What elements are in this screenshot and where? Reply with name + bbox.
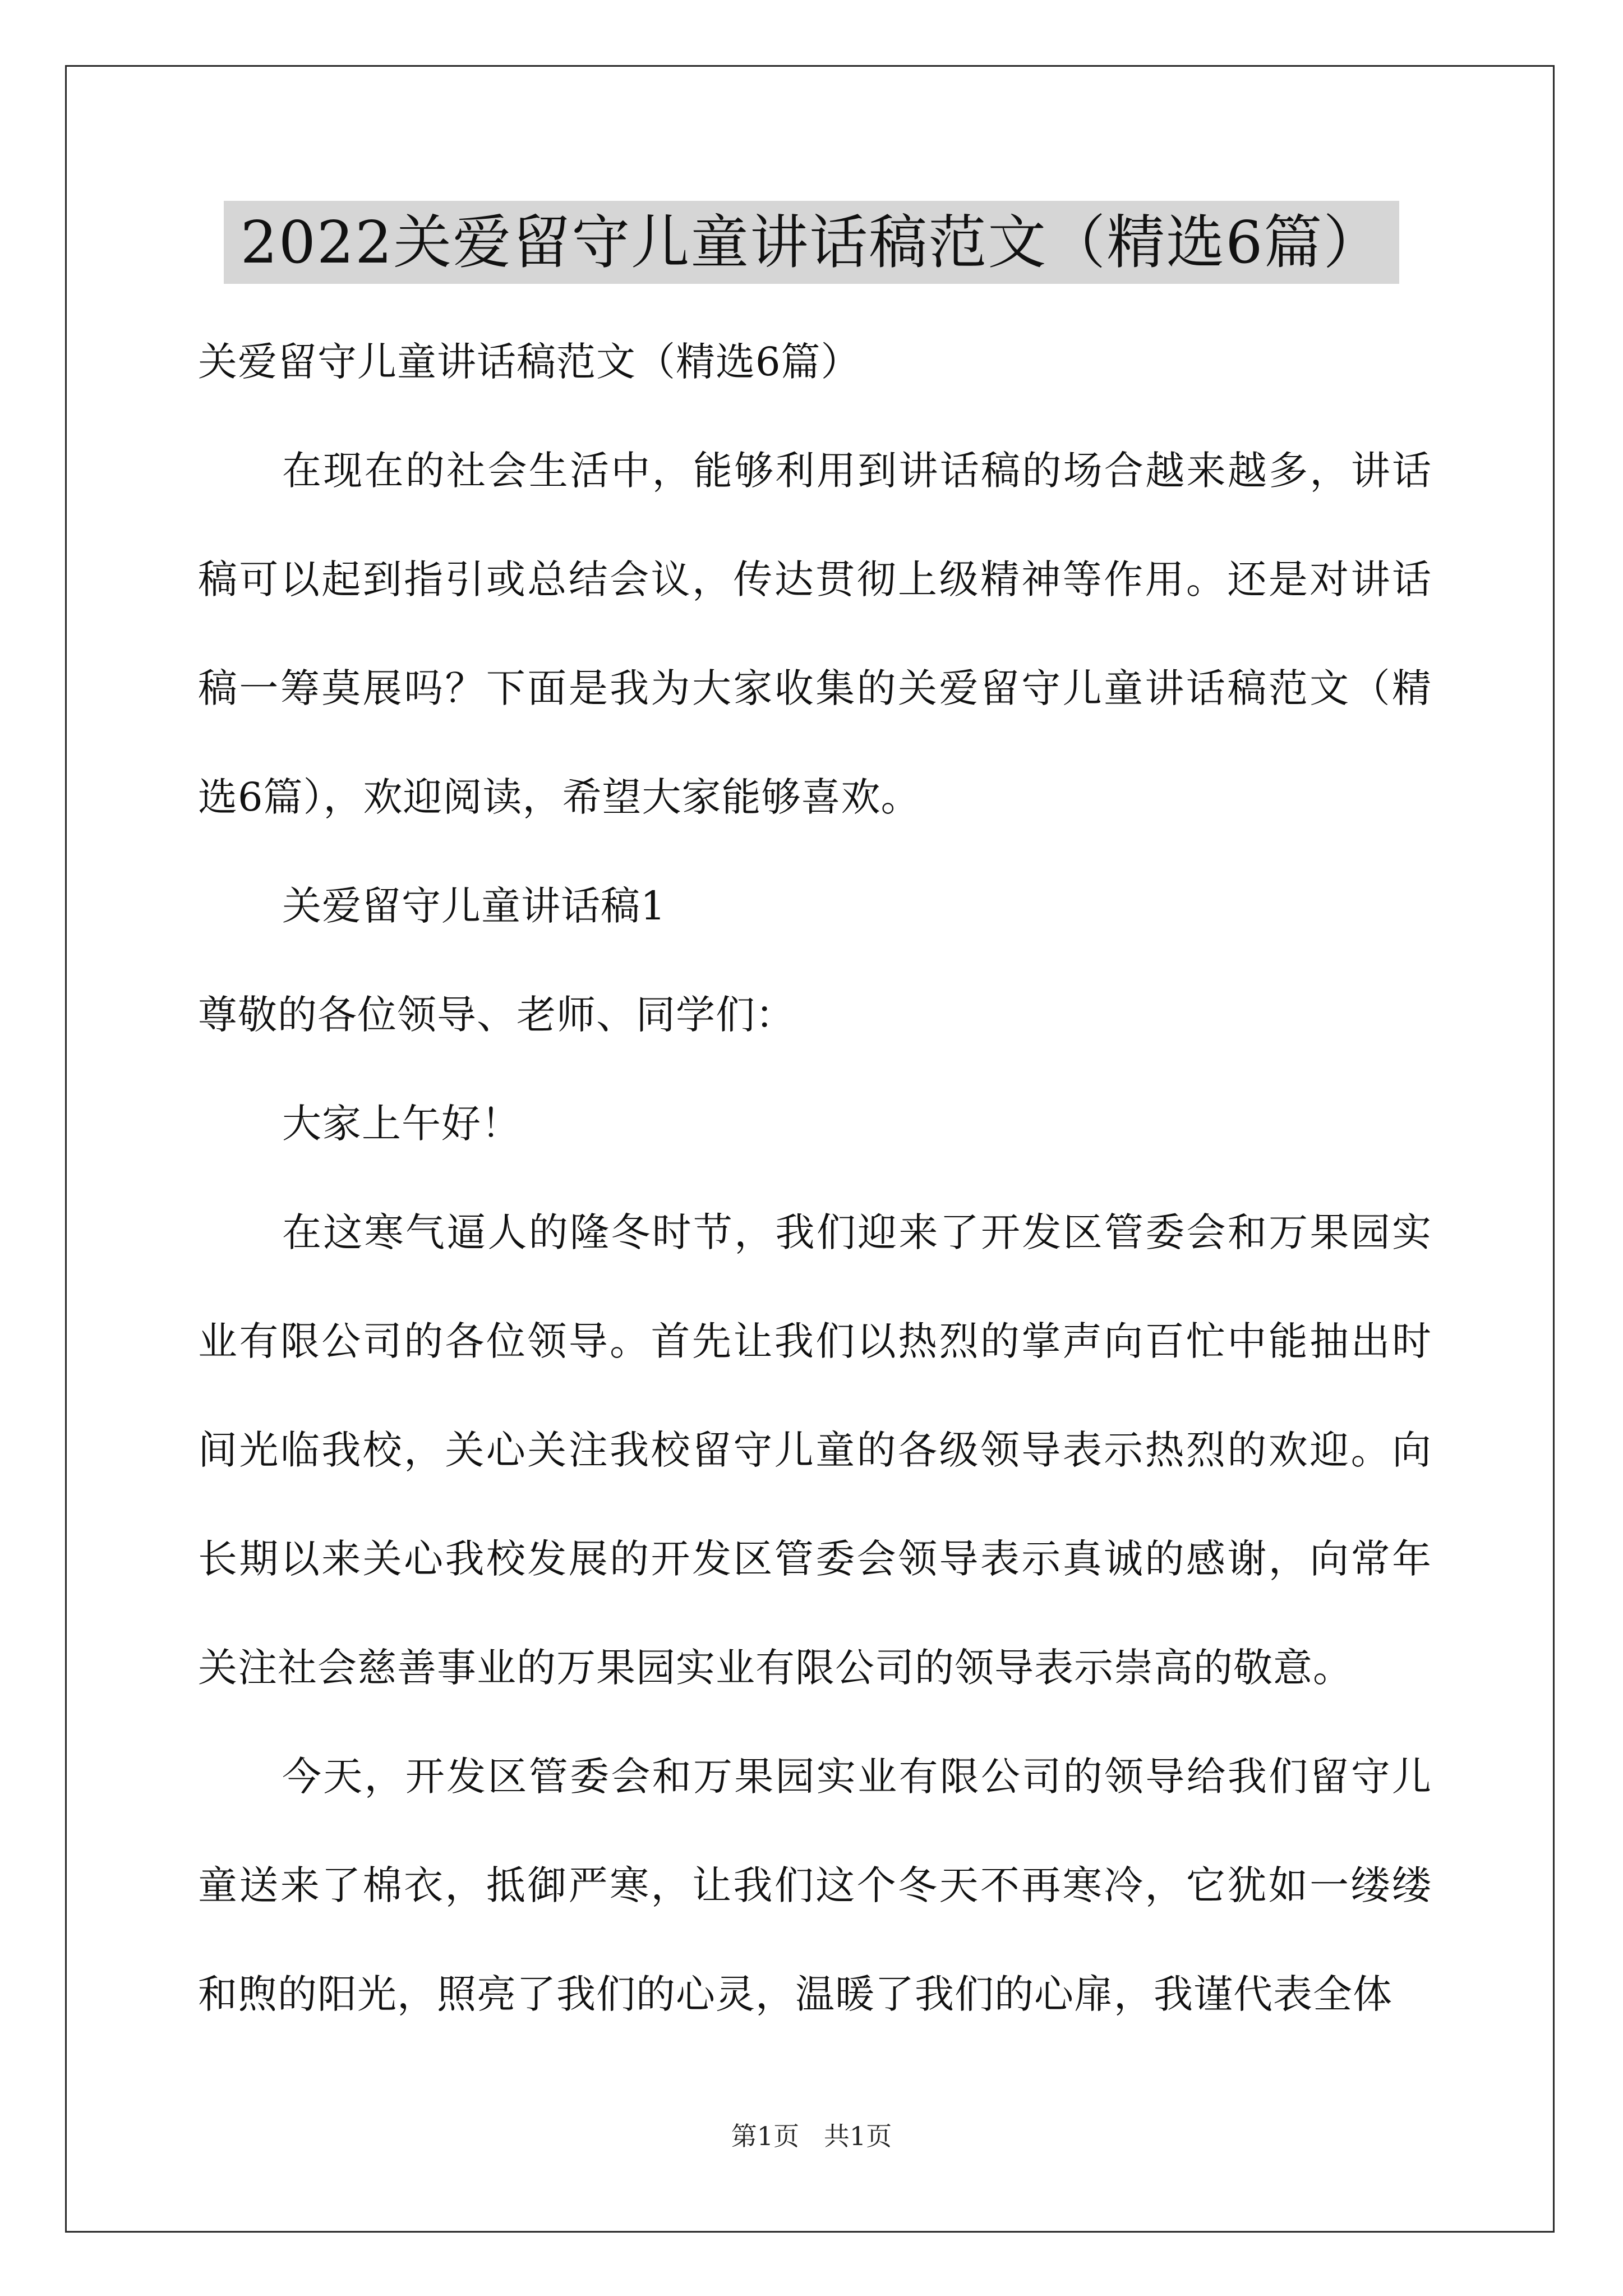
subtitle-paragraph: 关爱留守儿童讲话稿范文（精选6篇） xyxy=(198,339,861,385)
page-footer: 第1页 共1页 xyxy=(731,2121,892,2151)
intro-paragraph: 在现在的社会生活中，能够利用到讲话稿的场合越来越多，讲话稿可以起到指引或总结会议，传达贯彻上级精神等作用。还是对讲话稿一筹莫展吗？下面是我为大家收集的关爱留守儿童讲话稿范文（精选6篇），欢迎阅读，希望大家能够喜欢。 xyxy=(198,448,1432,820)
document-body xyxy=(198,307,1432,2049)
title-container xyxy=(0,201,1623,284)
document-title: 2022关爱留守儿童讲话稿范文（精选6篇） xyxy=(224,201,1400,284)
greeting-paragraph: 大家上午好！ xyxy=(282,1101,521,1147)
section-heading: 关爱留守儿童讲话稿1 xyxy=(282,883,666,929)
body-paragraph: 今天，开发区管委会和万果园实业有限公司的领导给我们留守儿童送来了棉衣，抵御严寒，让我们这个冬天不再寒冷，它犹如一缕缕和煦的阳光，照亮了我们的心灵，温暖了我们的心扉，我谨代表全体 xyxy=(198,1754,1432,2017)
salutation-paragraph: 尊敬的各位领导、老师、同学们： xyxy=(198,992,795,1038)
body-paragraph: 在这寒气逼人的隆冬时节，我们迎来了开发区管委会和万果园实业有限公司的各位领导。首先让我们以热烈的掌声向百忙中能抽出时间光临我校，关心关注我校留守儿童的各级领导表示热烈的欢迎。向长期以来关心我校发展的开发区管委会领导表示真诚的感谢，向常年关注社会慈善事业的万果园实业有限公司的领导表示崇高的敬意。 xyxy=(198,1209,1432,1691)
